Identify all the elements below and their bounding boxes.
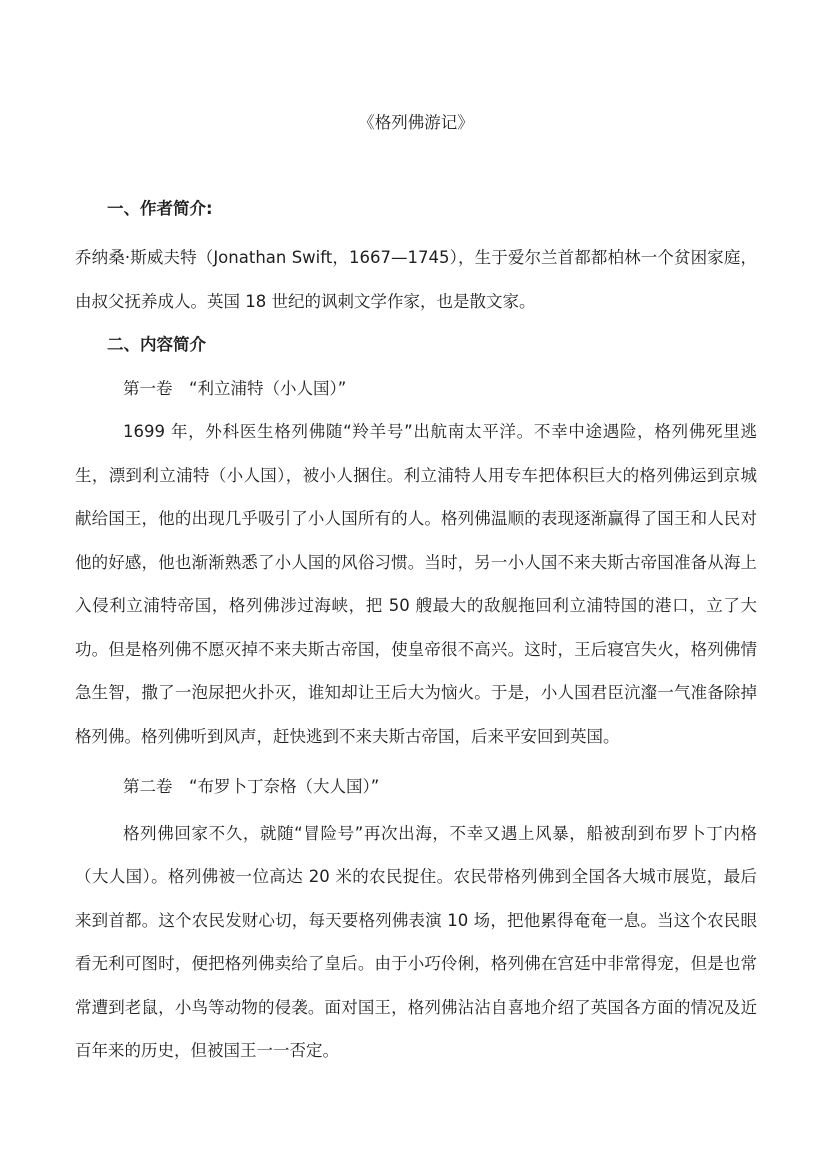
volume-1-summary-paragraph: 1699 年，外科医生格列佛随“羚羊号”出航南太平洋。不幸中途遇险，格列佛死里逃生，漂到利立浦特（小人国），被小人捆住。利立浦特人用专车把体积巨大的格列佛运到京城献给国王，他的出现几乎吸引了小人国所有的人。格列佛温顺的表现逐渐赢得了国王和人民对他的好感，他也渐渐熟悉了小人国的风俗习惯。当时，另一小人国不来夫斯古帝国准备从海上入侵利立浦特帝国，格列佛涉过海峡，把 50 艘最大的敌舰拖回利立浦特国的港口，立了大功。但是格列佛不愿灭掉不来夫斯古帝国，使皇帝很不高兴。这时，王后寝宫失火，格列佛情急生智，撒了一泡尿把火扑灭，谁知却让王后大为恼火。于是，小人国君臣沆瀣一气准备除掉格列佛。格列佛听到风声，赶快逃到不来夫斯古帝国，后来平安回到英国。 [75, 422, 757, 746]
author-bio-paragraph: 乔纳桑·斯威夫特（Jonathan Swift，1667—1745），生于爱尔兰首都都柏林一个贫困家庭，由叔父抚养成人。英国 18 世纪的讽刺文学作家，也是散文家。 [75, 248, 757, 311]
document-content [75, 0, 757, 1073]
volume-2-summary-paragraph: 格列佛回家不久，就随“冒险号”再次出海，不幸又遇上风暴，船被刮到布罗卜丁内格（大人国）。格列佛被一位高达 20 米的农民捉住。农民带格列佛到全国各大城市展览，最后来到首都。这个农民发财心切，每天要格列佛表演 10 场，把他累得奄奄一息。当这个农民眼看无利可图时，便把格列佛卖给了皇后。由于小巧伶俐，格列佛在宫廷中非常得宠，但是也常常遭到老鼠，小鸟等动物的侵袭。面对国王，格列佛沾沾自喜地介绍了英国各方面的情况及近百年来的历史，但被国王一一否定。 [75, 823, 757, 1060]
document-title: 《格列佛游记》 [358, 113, 474, 132]
section-heading-author-intro: 一、作者简介: [107, 198, 213, 218]
section-heading-content-intro: 二、内容简介 [107, 335, 206, 354]
volume-1-subtitle: 第一卷 “利立浦特（小人国）” [123, 378, 347, 398]
volume-2-subtitle: 第二卷 “布罗卜丁奈格（大人国）” [123, 777, 380, 796]
